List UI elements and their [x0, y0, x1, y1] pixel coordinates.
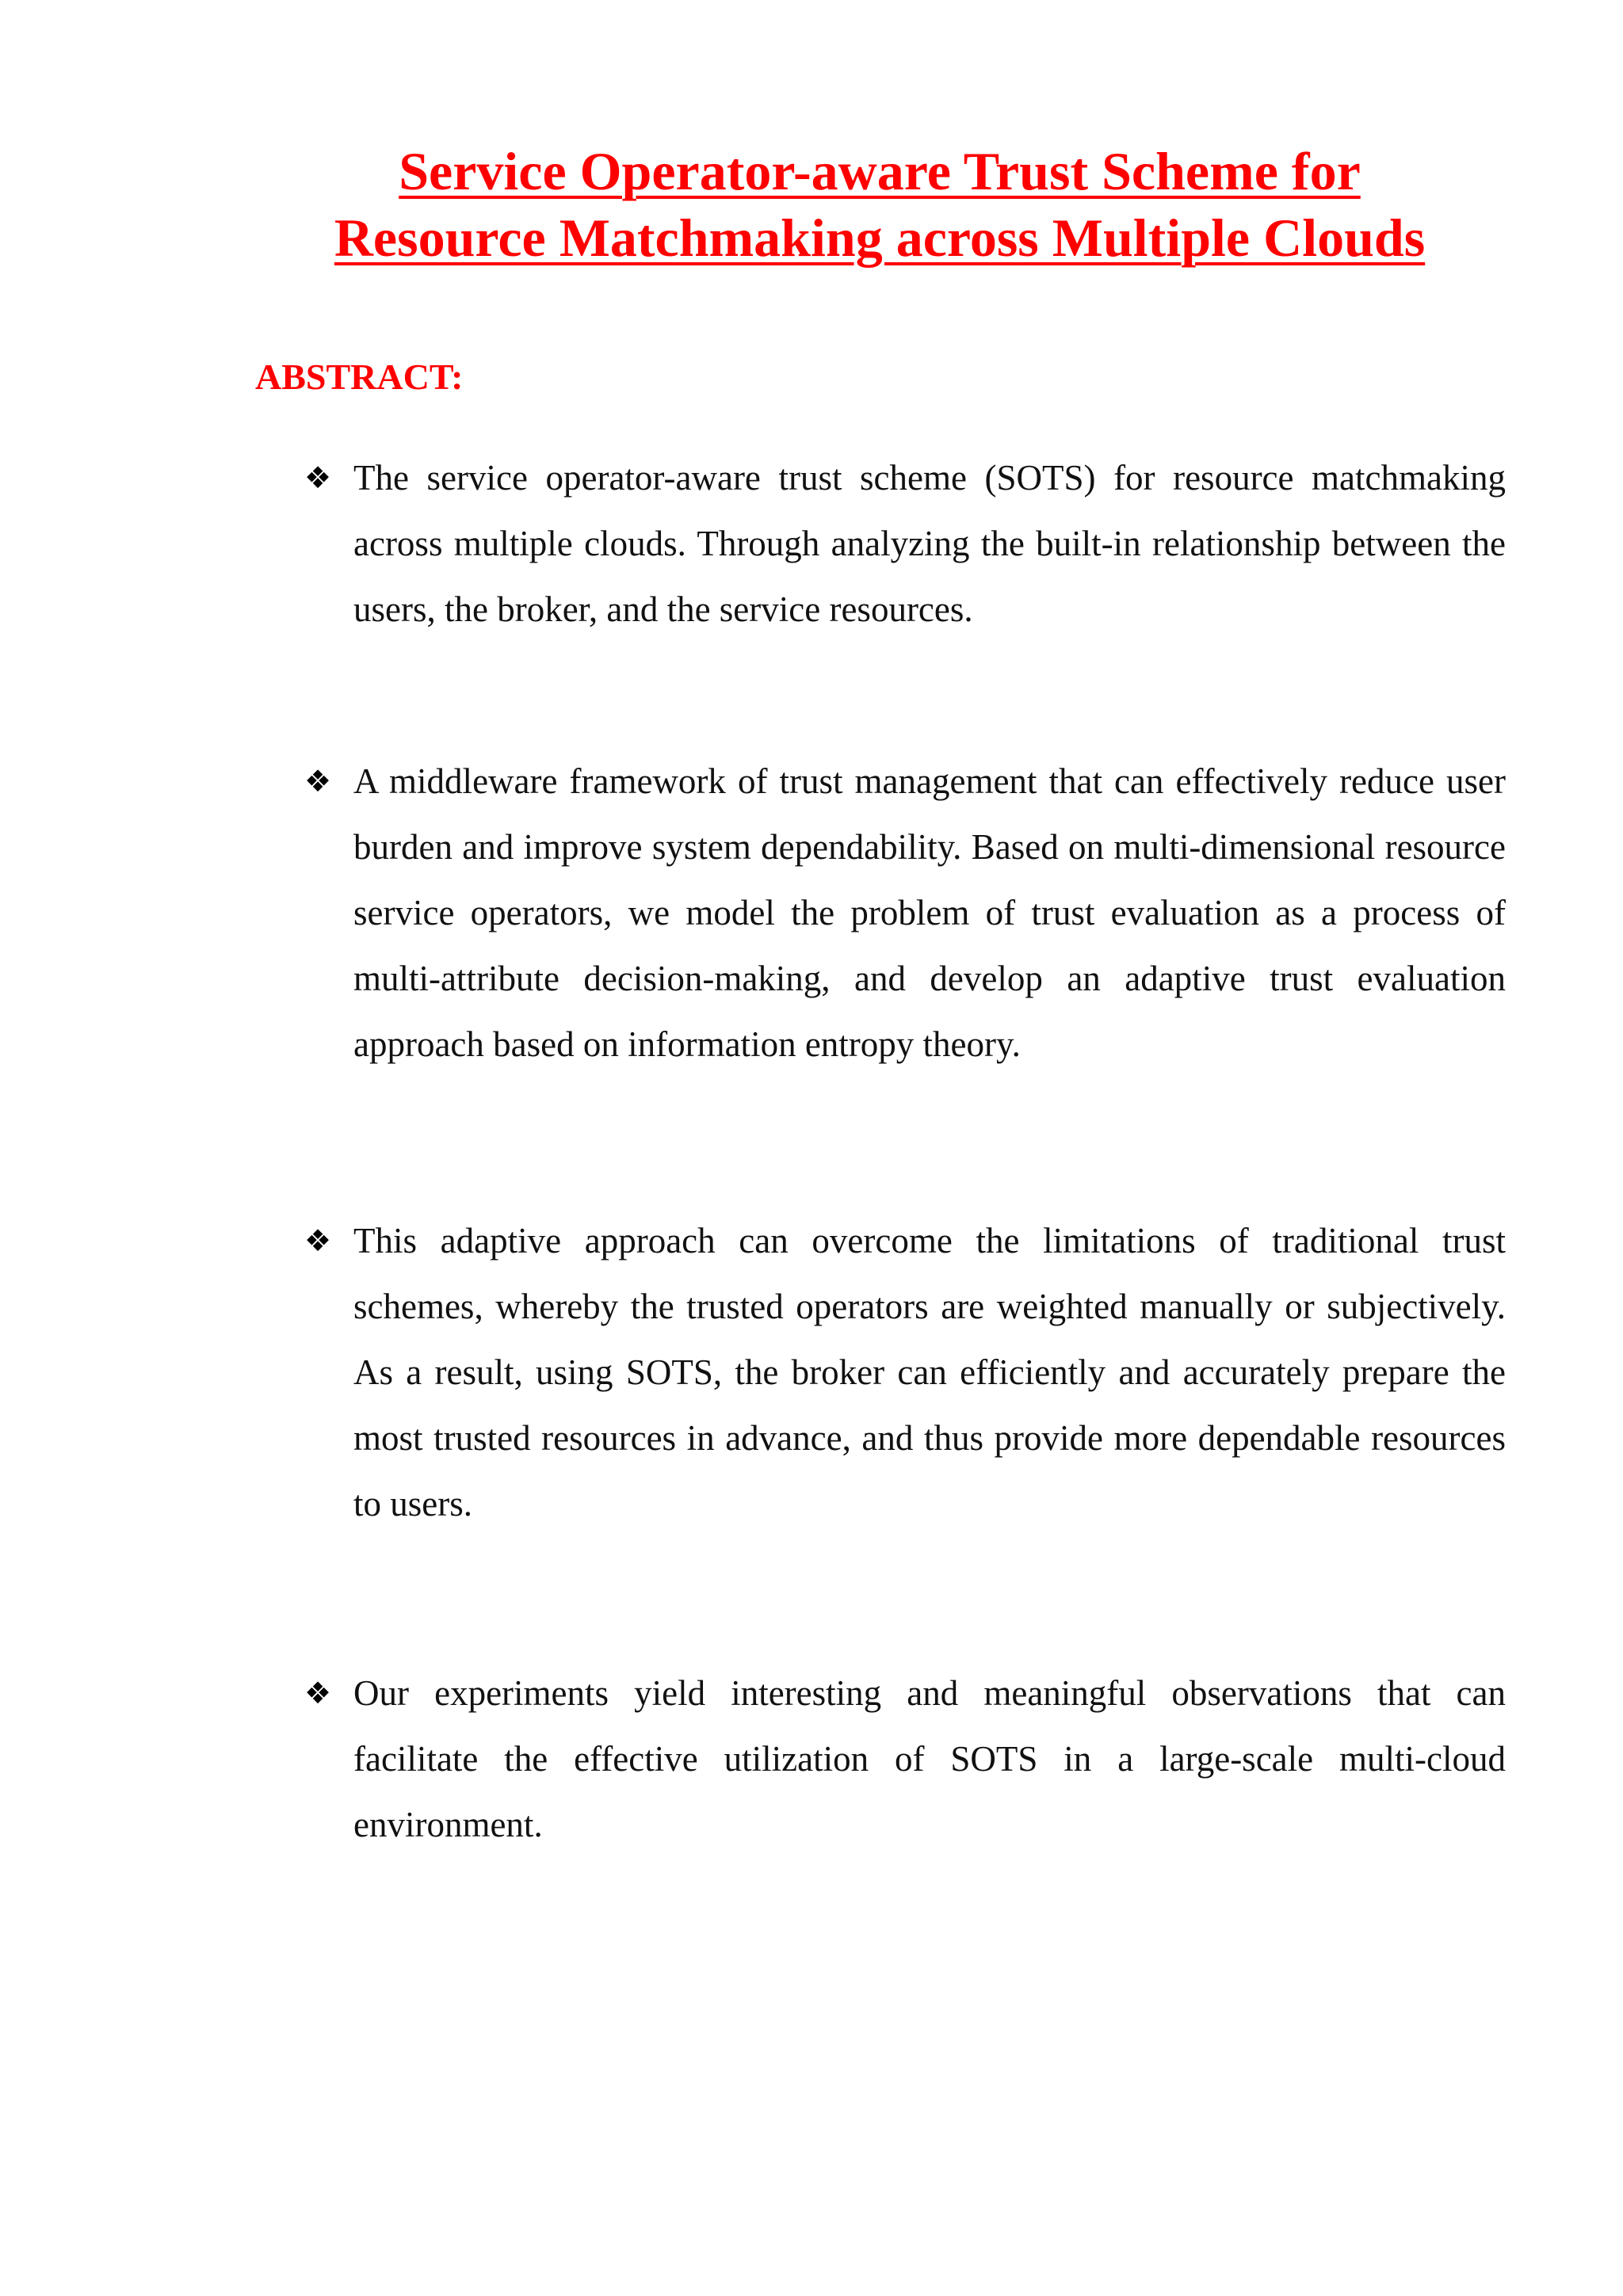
- bullet-text: The service operator-aware trust scheme (SOTS) for resource matchmaking across multiple clouds. Through analyzing the built-in relationship between the users, the broker, and the service resources.: [353, 458, 1506, 629]
- bullet-text: Our experiments yield interesting and meaningful observations that can facilitate the effective utilization of SOTS in a large-scale multi-cloud environment.: [353, 1673, 1506, 1844]
- title-line-1: Service Operator-aware Trust Scheme for: [399, 140, 1361, 201]
- bullet-text: A middleware framework of trust management that can effectively reduce user burden and improve system dependability. Based on multi-dimensional resource service operators, we model the problem of trust evaluation as a process of multi-attribute decision-making, and develop an adaptive trust evaluation approach based on information entropy theory.: [353, 761, 1506, 1064]
- diamond-bullet-icon: ❖: [304, 460, 332, 495]
- abstract-heading: ABSTRACT:: [255, 357, 464, 397]
- title-line-2: Resource Matchmaking across Multiple Clouds: [334, 207, 1426, 268]
- diamond-bullet-icon: ❖: [304, 1676, 332, 1711]
- diamond-bullet-icon: ❖: [304, 1223, 332, 1258]
- bullet-text: This adaptive approach can overcome the limitations of traditional trust schemes, whereby the trusted operators are weighted manually or subjectively. As a result, using SOTS, the broker can efficiently and accurately prepare the most trusted resources in advance, and thus provide more dependable resources to users.: [353, 1221, 1506, 1524]
- diamond-bullet-icon: ❖: [304, 764, 332, 799]
